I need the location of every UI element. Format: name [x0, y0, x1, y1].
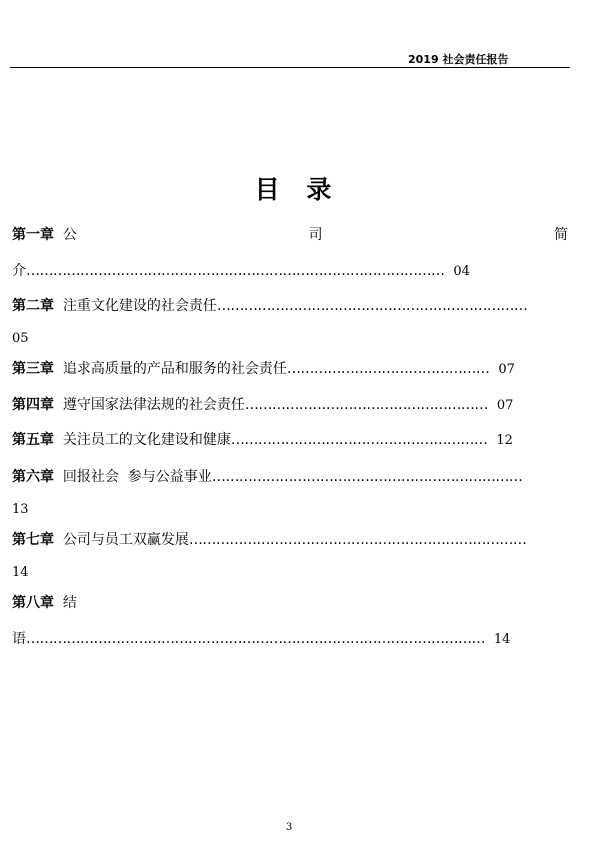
toc-entry-ch7[interactable] — [12, 531, 526, 549]
chapter-label: 第二章 — [12, 298, 54, 314]
chapter-title: 注重文化建设的社会责任 — [62, 298, 217, 314]
leader-dots: ……………………………………… — [286, 361, 490, 377]
chapter-label: 第六章 — [12, 469, 54, 485]
page-number: 3 — [285, 822, 293, 833]
leader-dots: ………………………………………………………………… — [188, 532, 527, 548]
chapter-label: 第三章 — [12, 361, 54, 377]
report-header-title: 2019 社会责任报告 — [408, 53, 509, 66]
leader-dots: …………………………………………………………… — [216, 298, 528, 314]
toc-entry-ch4[interactable] — [12, 396, 513, 415]
chapter-title-part: 语 — [12, 631, 26, 647]
leader-dots: ……………………………………………… — [244, 397, 488, 413]
toc-entry-ch8-cont[interactable] — [12, 630, 510, 649]
toc-entry-ch5[interactable] — [12, 431, 513, 450]
chapter-label: 第七章 — [12, 532, 54, 548]
chapter-label: 第四章 — [12, 397, 54, 413]
chapter-title-part: 结 — [62, 595, 77, 611]
toc-entry-ch1[interactable] — [12, 226, 568, 244]
leader-dots: ………………………………………………… — [230, 432, 488, 448]
page-ref: 05 — [12, 331, 29, 346]
leader-dots: …………………………………………………………… — [211, 469, 523, 485]
page-ref: 07 — [498, 362, 515, 377]
toc-entry-ch6[interactable] — [12, 468, 522, 486]
chapter-label: 第八章 — [12, 595, 54, 611]
page-ref: 07 — [496, 398, 514, 413]
chapter-title: 公司与员工双赢发展 — [62, 532, 189, 548]
leader-dots: ………………………………………………………………………………… — [26, 263, 445, 279]
toc-entry-ch8[interactable] — [12, 594, 77, 612]
header-rule — [10, 67, 570, 68]
page-ref: 14 — [12, 565, 29, 580]
chapter-title: 遵守国家法律法规的社会责任 — [62, 397, 245, 413]
toc-entry-ch2[interactable] — [12, 297, 527, 315]
chapter-title: 追求高质量的产品和服务的社会责任 — [62, 361, 287, 377]
chapter-label: 第五章 — [12, 432, 54, 448]
chapter-title-part: 公 — [62, 227, 77, 243]
toc-entry-ch1-cont[interactable] — [12, 262, 470, 281]
chapter-label: 第一章 — [12, 227, 54, 243]
toc-entry-ch3[interactable] — [12, 360, 515, 379]
page-ref: 12 — [496, 433, 513, 448]
chapter-title-part: 简 — [554, 227, 568, 243]
toc-title: 目 录 — [254, 175, 341, 204]
page-ref: 13 — [12, 502, 29, 517]
page-ref: 04 — [453, 264, 470, 279]
leader-dots: ………………………………………………………………………………………… — [26, 631, 485, 647]
chapter-title: 关注员工的文化建设和健康 — [62, 432, 231, 448]
chapter-title-part: 司 — [308, 227, 323, 243]
chapter-title-part: 介 — [12, 263, 26, 279]
page-ref: 14 — [493, 632, 511, 647]
chapter-title: 回报社会 参与公益事业 — [62, 469, 212, 485]
